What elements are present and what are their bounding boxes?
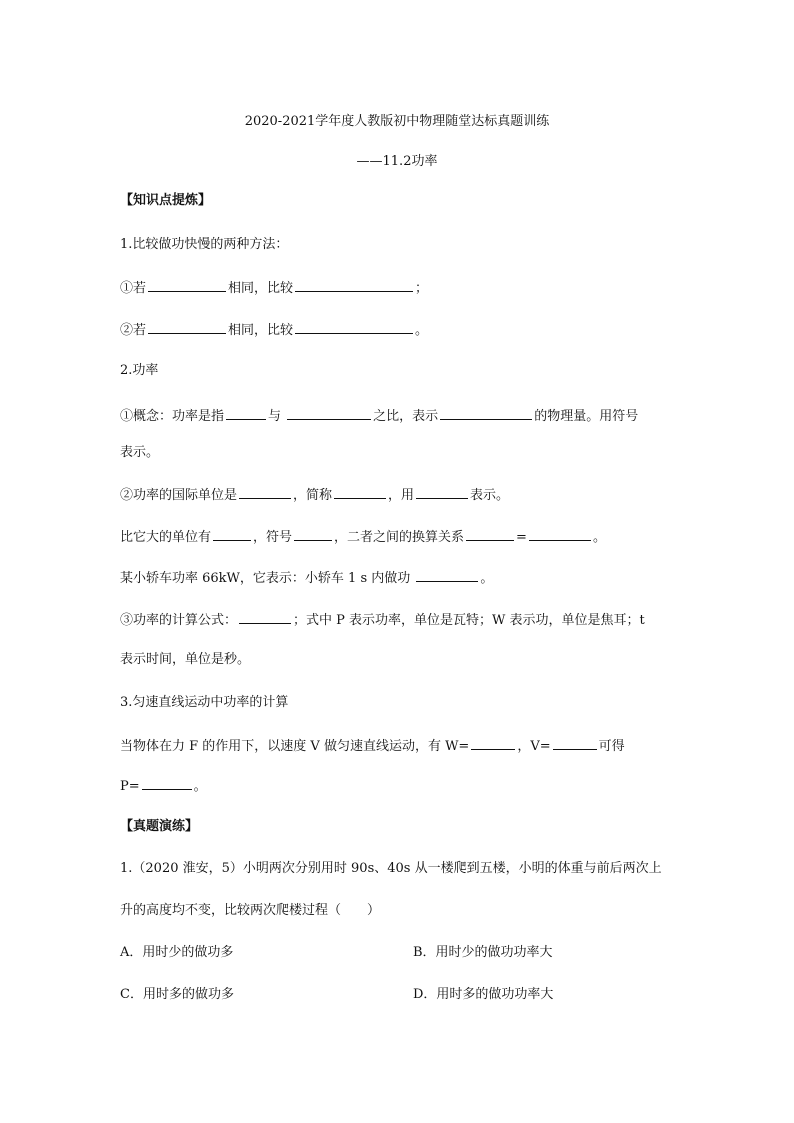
blank-field[interactable] [148, 278, 226, 292]
kp1-item2-text-b: 相同，比较 [228, 323, 294, 338]
kp2-concept-cont: 表示。 [120, 445, 160, 460]
blank-field[interactable] [287, 406, 371, 420]
kp3-line1-text-a: 当物体在力 F 的作用下，以速度 V 做匀速直线运动，有 W= [120, 739, 470, 754]
option-b[interactable]: B．用时少的做功功率大 [413, 945, 553, 960]
blank-field[interactable] [148, 320, 226, 334]
blank-field[interactable] [295, 278, 413, 292]
kp2-heading: 2.功率 [120, 363, 159, 378]
kp2-formula-text-a: ③功率的计算公式： [120, 613, 238, 628]
blank-field[interactable] [553, 736, 597, 750]
kp1-item1-text-b: 相同，比较 [228, 281, 294, 296]
kp2-concept-text-a: ①概念：功率是指 [120, 409, 225, 424]
option-a[interactable]: A．用时少的做功多 [120, 945, 234, 960]
kp2-car-text-b: 。 [480, 571, 494, 586]
kp2-formula-text-b: ；式中 P 表示功率，单位是瓦特；W 表示功，单位是焦耳；t [293, 613, 645, 628]
kp2-unit-text-d: 表示。 [470, 488, 510, 503]
blank-field[interactable] [440, 406, 532, 420]
kp1-item1 [120, 278, 428, 298]
kp3-line1-text-b: ，V= [517, 739, 551, 754]
blank-field[interactable] [239, 485, 291, 499]
blank-field[interactable] [466, 527, 514, 541]
option-d[interactable]: D．用时多的做功功率大 [413, 987, 554, 1002]
kp3-line1-text-c: 可得 [598, 739, 625, 754]
kp3-line2-text-b: 。 [193, 779, 207, 794]
page-subtitle: ——11.2功率 [356, 154, 438, 169]
kp1-item2-text-a: ②若 [120, 323, 147, 338]
blank-field[interactable] [226, 406, 266, 420]
kp2-unit-text-a: ②功率的国际单位是 [120, 488, 238, 503]
blank-field[interactable] [295, 320, 413, 334]
kp2-bigger-text-d: = [516, 530, 527, 545]
blank-field[interactable] [142, 776, 192, 790]
kp2-concept-text-b: 与 [268, 409, 282, 424]
kp3-line2 [120, 776, 207, 796]
blank-field[interactable] [471, 736, 515, 750]
kp2-concept-text-d: 的物理量。用符号 [534, 409, 639, 424]
kp2-formula [120, 610, 645, 630]
kp2-concept [120, 406, 638, 426]
blank-field[interactable] [529, 527, 591, 541]
blank-field[interactable] [239, 610, 291, 624]
kp2-bigger-text-c: ，二者之间的换算关系 [334, 530, 465, 545]
kp2-bigger-text-a: 比它大的单位有 [120, 530, 212, 545]
blank-field[interactable] [334, 485, 386, 499]
page-title: 2020-2021学年度人教版初中物理随堂达标真题训练 [244, 114, 550, 129]
kp1-item1-text-a: ①若 [120, 281, 147, 296]
kp2-unit-text-c: ，用 [388, 488, 415, 503]
kp3-line2-text-a: P= [120, 779, 140, 794]
kp2-bigger-text-e: 。 [592, 530, 606, 545]
kp2-unit [120, 485, 509, 505]
kp2-bigger-unit [120, 527, 606, 547]
kp2-car-text-a: 某小轿车功率 66kW，它表示：小轿车 1 s 内做功 [120, 571, 411, 586]
kp3-heading: 3.匀速直线运动中功率的计算 [120, 695, 289, 710]
kp1-item1-text-c: ； [415, 281, 429, 296]
kp1-heading: 1.比较做功快慢的两种方法： [120, 237, 289, 252]
section-heading-practice: 【真题演练】 [120, 819, 199, 834]
blank-field[interactable] [416, 568, 478, 582]
question-1-stem-line2: 升的高度均不变，比较两次爬楼过程（ ） [120, 903, 381, 918]
kp2-unit-text-b: ，简称 [293, 488, 333, 503]
blank-field[interactable] [213, 527, 251, 541]
blank-field[interactable] [294, 527, 332, 541]
kp1-item2-text-c: 。 [415, 323, 429, 338]
kp2-formula-cont: 表示时间，单位是秒。 [120, 652, 251, 667]
section-heading-knowledge: 【知识点提炼】 [120, 193, 212, 208]
kp1-item2 [120, 320, 428, 340]
blank-field[interactable] [416, 485, 468, 499]
kp3-line1 [120, 736, 625, 756]
kp2-car-example [120, 568, 493, 588]
kp2-bigger-text-b: ，符号 [253, 530, 293, 545]
kp2-concept-text-c: 之比，表示 [373, 409, 439, 424]
option-c[interactable]: C．用时多的做功多 [120, 987, 234, 1002]
question-1-stem-line1: 1.（2020 淮安，5）小明两次分别用时 90s、40s 从一楼爬到五楼，小明的体重与前后两次上 [120, 861, 662, 876]
